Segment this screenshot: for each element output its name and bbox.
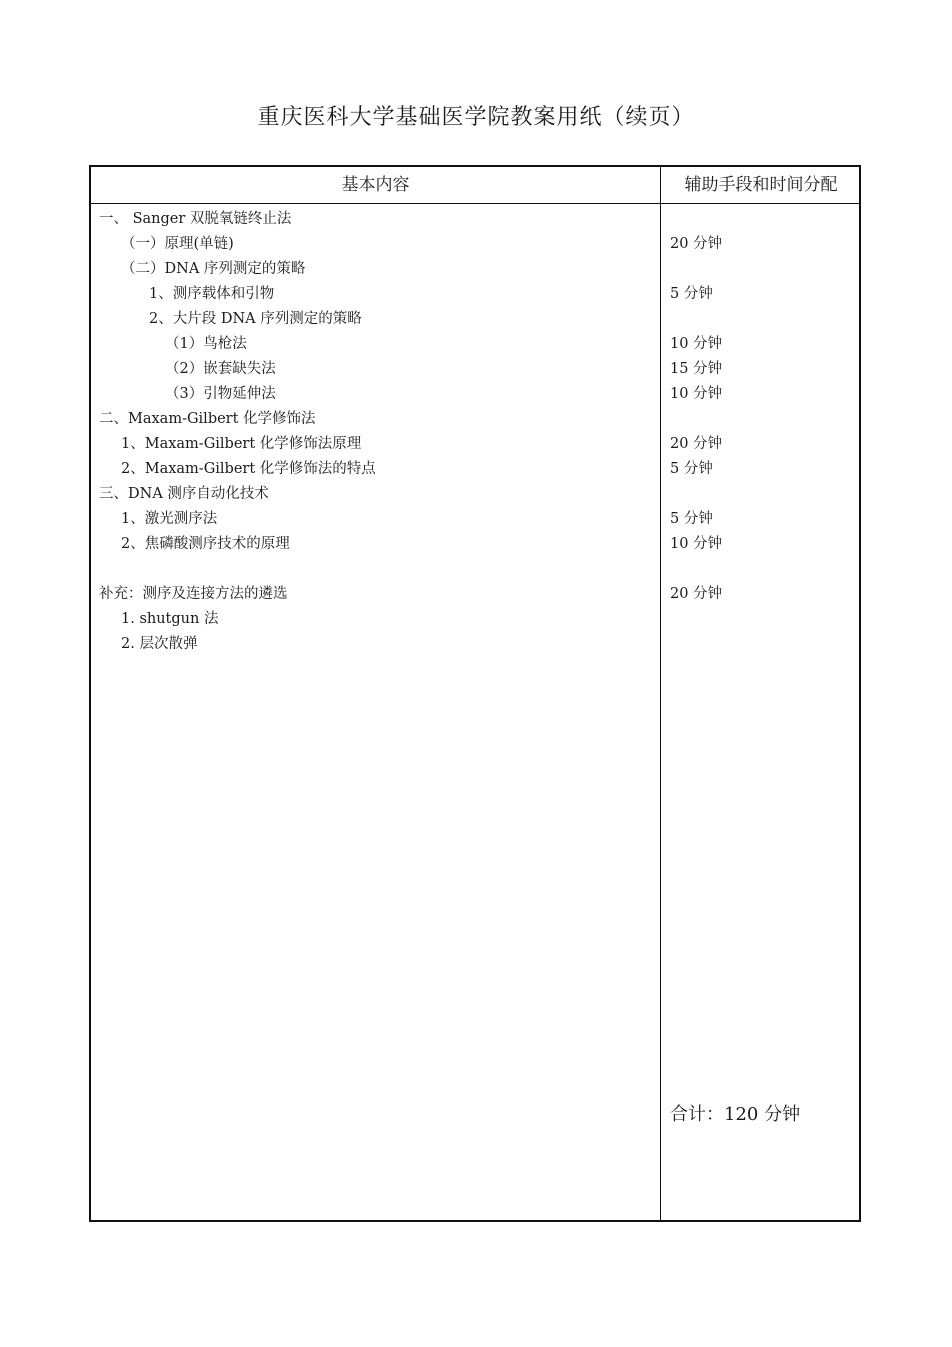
row-content: 1、激光测序法 [121,511,218,527]
row-content: （1）鸟枪法 [165,336,247,352]
row-time: 20 分钟 [670,586,723,602]
table-row [91,332,861,357]
row-content: 2. 层次散弹 [121,636,198,652]
table-row [91,582,861,607]
row-content: 1. shutgun 法 [121,611,219,627]
row-content: 2、大片段 DNA 序列测定的策略 [149,311,362,327]
table-row [91,232,861,257]
header-basic-content: 基本内容 [341,175,410,195]
lesson-plan-table [89,165,861,1222]
row-time: 5 分钟 [670,511,713,527]
table-row [91,607,861,632]
table-row [91,532,861,557]
row-content: 2、焦磷酸测序技术的原理 [121,536,290,552]
row-time: 5 分钟 [670,286,713,302]
total-time: 合计：120 分钟 [670,1104,801,1125]
header-time-allocation: 辅助手段和时间分配 [684,175,838,195]
row-time: 10 分钟 [670,386,723,402]
table-row [91,407,861,432]
table-row [91,507,861,532]
row-content: （一）原理(单链) [121,236,234,252]
row-time: 5 分钟 [670,461,713,477]
row-time: 20 分钟 [670,436,723,452]
row-content: 补充：测序及连接方法的遴选 [99,586,288,602]
table-row [91,382,861,407]
row-time: 10 分钟 [670,536,723,552]
row-content: （二）DNA 序列测定的策略 [121,261,306,277]
table-row [91,282,861,307]
table-row [91,307,861,332]
row-content: 1、Maxam-Gilbert 化学修饰法原理 [121,436,362,452]
table-row [91,482,861,507]
header-divider [91,203,859,204]
page-title: 重庆医科大学基础医学院教案用纸（续页） [257,105,695,130]
table-rows [91,207,861,657]
table-row [91,632,861,657]
table-row [91,557,861,582]
row-content: （2）嵌套缺失法 [165,361,276,377]
row-content: 一、 Sanger 双脱氧链终止法 [99,211,292,227]
table-row [91,257,861,282]
row-time: 20 分钟 [670,236,723,252]
row-content: 1、测序载体和引物 [149,286,275,302]
row-time: 15 分钟 [670,361,723,377]
table-row [91,432,861,457]
row-content: （3）引物延伸法 [165,386,276,402]
row-time: 10 分钟 [670,336,723,352]
row-content: 2、Maxam-Gilbert 化学修饰法的特点 [121,461,376,477]
table-row [91,457,861,482]
row-content: 三、DNA 测序自动化技术 [99,486,269,502]
row-content: 二、Maxam-Gilbert 化学修饰法 [99,411,316,427]
table-row [91,207,861,232]
table-row [91,357,861,382]
